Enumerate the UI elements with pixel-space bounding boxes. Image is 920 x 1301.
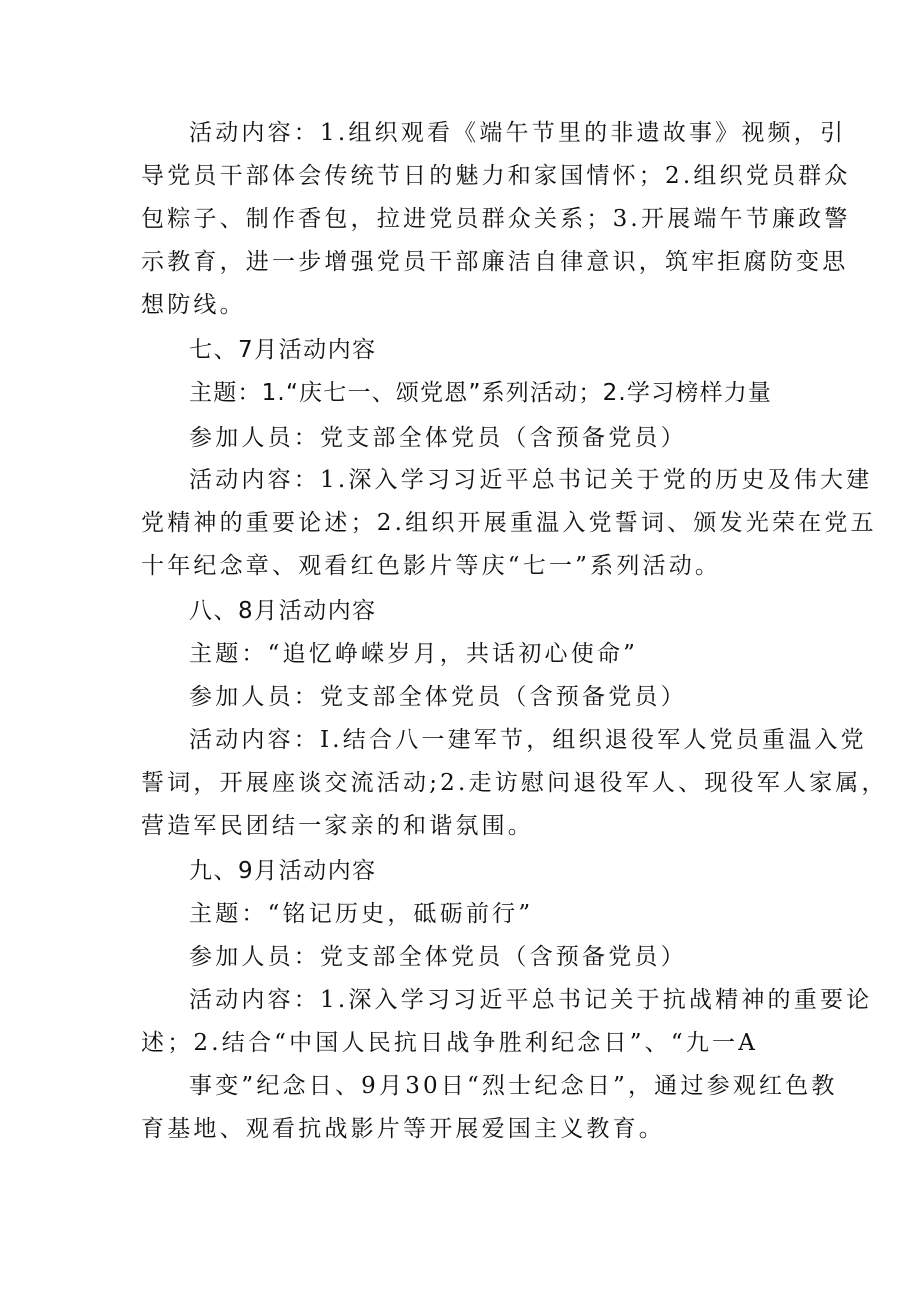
july-activity-line-1: 活动内容：1.深入学习习近平总书记关于党的历史及伟大建 — [189, 467, 873, 493]
june-activity-line-2: 导党员干部体会传统节日的魅力和家国情怀；2.组织党员群众 — [141, 163, 851, 189]
july-heading: 七、7月活动内容 — [189, 337, 377, 363]
june-activity-line-1: 活动内容：1.组织观看《端午节里的非遗故事》视频，引 — [189, 120, 847, 146]
september-participants: 参加人员：党支部全体党员（含预备党员） — [189, 944, 687, 970]
august-activity-line-2: 誓词，开展座谈交流活动;2.走访慰问退役军人、现役军人家属， — [141, 770, 888, 796]
september-activity-line-1: 活动内容：1.深入学习习近平总书记关于抗战精神的重要论 — [189, 987, 873, 1013]
august-activity-line-1: 活动内容：I.结合八一建军节，组织退役军人党员重温入党 — [189, 727, 867, 753]
september-theme: 主题：“铭记历史，砥砺前行” — [189, 901, 534, 927]
july-participants: 参加人员：党支部全体党员（含预备党员） — [189, 425, 687, 451]
june-activity-line-4: 示教育，进一步增强党员干部廉洁自律意识，筑牢拒腐防变思 — [141, 249, 849, 275]
august-theme: 主题：“追忆峥嵘岁月，共话初心使命” — [189, 641, 639, 667]
august-activity-line-3: 营造军民团结一家亲的和谐氛围。 — [141, 813, 534, 839]
june-activity-line-5: 想防线。 — [141, 292, 246, 318]
july-activity-line-2: 党精神的重要论述；2.组织开展重温入党誓词、颁发光荣在党五 — [141, 510, 877, 536]
august-participants: 参加人员：党支部全体党员（含预备党员） — [189, 684, 687, 710]
july-theme: 主题：1.“庆七一、颂党恩”系列活动；2.学习榜样力量 — [189, 380, 773, 406]
september-activity-line-4: 育基地、观看抗战影片等开展爱国主义教育。 — [141, 1116, 665, 1142]
september-heading: 九、9月活动内容 — [189, 858, 377, 884]
august-heading: 八、8月活动内容 — [189, 598, 377, 624]
september-activity-line-3: 事变”纪念日、9月30日“烈士纪念日”，通过参观红色教 — [189, 1073, 838, 1099]
september-activity-line-2: 述；2.结合“中国人民抗日战争胜利纪念日”、“九一A — [141, 1030, 759, 1056]
july-activity-line-3: 十年纪念章、观看红色影片等庆“七一”系列活动。 — [141, 553, 722, 579]
june-activity-line-3: 包粽子、制作香包，拉进党员群众关系；3.开展端午节廉政警 — [141, 206, 851, 232]
